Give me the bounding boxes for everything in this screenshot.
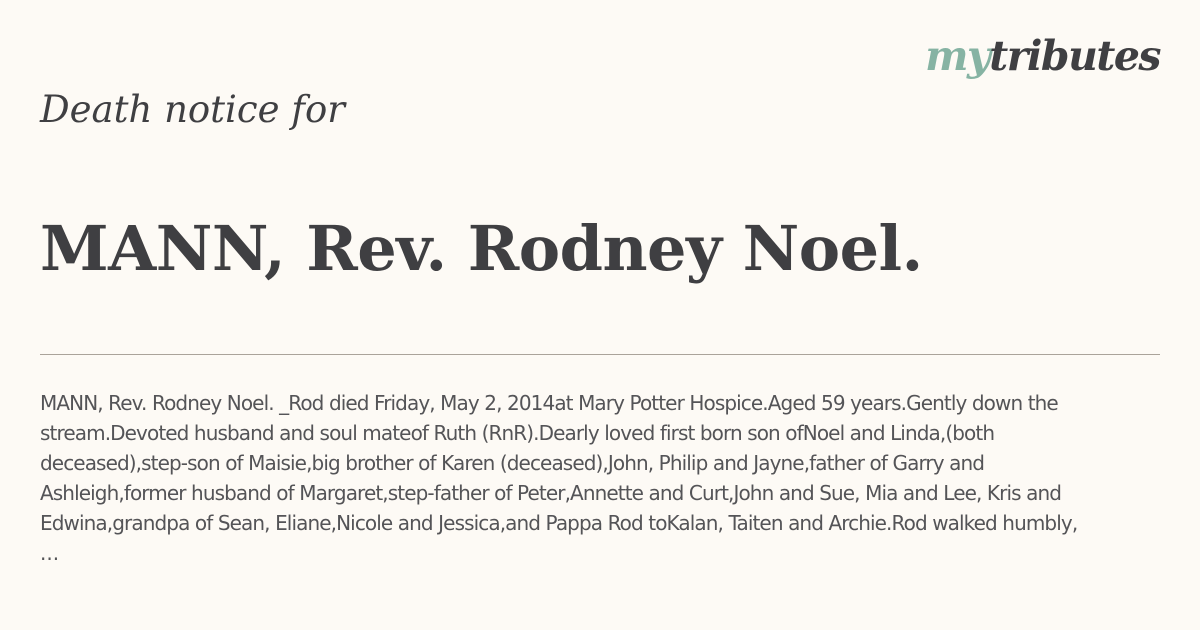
mytributes-logo <box>925 32 1160 80</box>
notice-excerpt: MANN, Rev. Rodney Noel. _Rod died Friday, May 2, 2014at Mary Potter Hospice.Aged 59 years.Gently down the stream.Devoted husband and soul mateof Ruth (RnR).Dearly loved first born son ofNoel and Linda,(both deceased),step-son of Maisie,big brother of Karen (deceased),John, Philip and Jayne,father of Garry and Ashleigh,former husband of Margaret,step-father of Peter,Annette and Curt,John and Sue, Mia and Lee, Kris and Edwina,grandpa of Sean, Eliane,Nicole and Jessica,and Pappa Rod toKalan, Taiten and Archie.Rod walked humbly, <box>40 391 1078 535</box>
notice-kicker: Death notice for <box>40 88 345 131</box>
excerpt-ellipsis: ... <box>40 541 60 565</box>
logo-my: my <box>925 32 990 80</box>
divider <box>40 354 1160 355</box>
deceased-name: MANN, Rev. Rodney Noel. <box>40 212 923 285</box>
logo-tributes: tributes <box>989 32 1160 80</box>
